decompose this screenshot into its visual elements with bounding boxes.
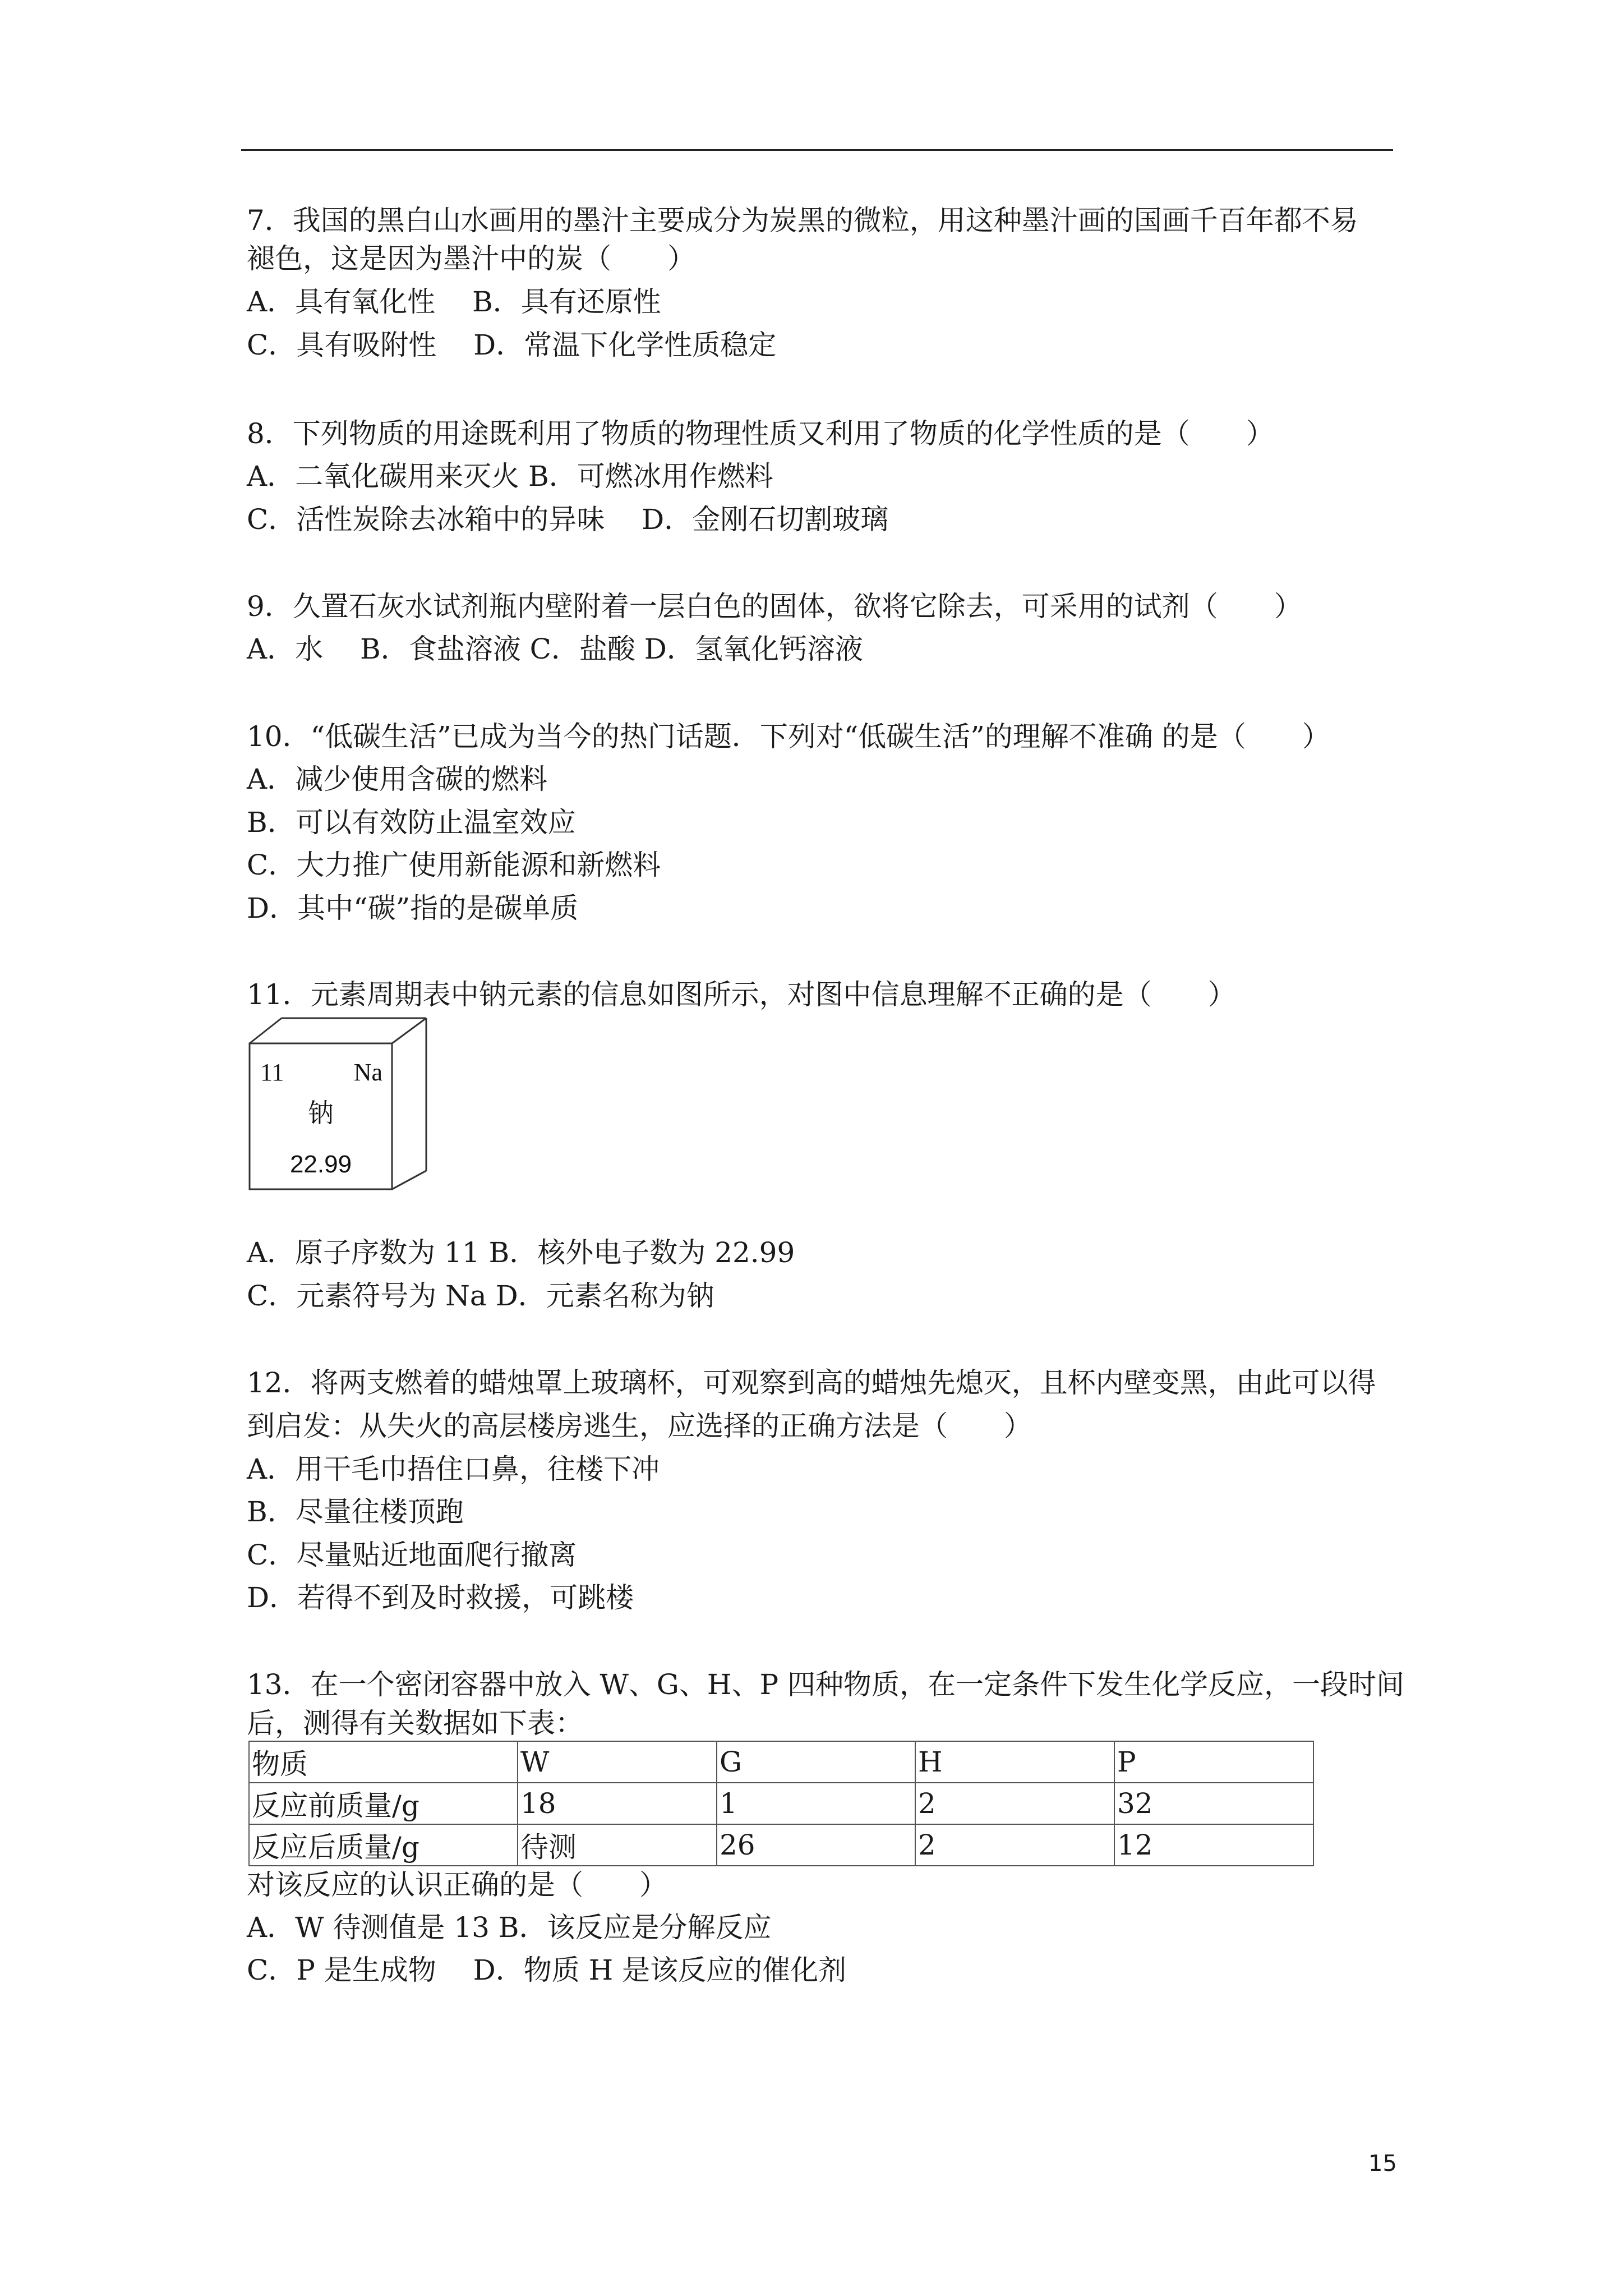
- q12-option-b: B．尽量往楼顶跑: [247, 1496, 464, 1528]
- table-cell: 2: [915, 1783, 1114, 1824]
- q7-options-line2: C．具有吸附性 D．常温下化学性质稳定: [247, 329, 777, 361]
- table-cell: 26: [717, 1824, 915, 1866]
- element-symbol: Na: [353, 1059, 382, 1086]
- mass-data-table: [248, 1741, 1314, 1866]
- table-header-row: [249, 1741, 1313, 1783]
- q7-options-line1: A．具有氧化性 B．具有还原性: [247, 286, 661, 318]
- table-header-cell: G: [717, 1741, 915, 1783]
- table-header-cell: 物质: [249, 1741, 518, 1783]
- q7-stem-line2: 褪色，这是因为墨汁中的炭（ ）: [247, 242, 695, 275]
- q12-option-d: D．若得不到及时救援，可跳楼: [247, 1581, 634, 1614]
- header-rule: [241, 149, 1393, 151]
- table-cell: 32: [1114, 1783, 1313, 1824]
- sodium-element-cell: [248, 1016, 432, 1191]
- table-row: [249, 1783, 1313, 1824]
- q12-stem-line2: 到启发：从失火的高层楼房逃生，应选择的正确方法是（ ）: [247, 1410, 1032, 1442]
- q10-option-b: B．可以有效防止温室效应: [247, 806, 576, 839]
- table-cell: 反应后质量/g: [249, 1824, 518, 1866]
- q13-question: 对该反应的认识正确的是（ ）: [247, 1869, 667, 1901]
- q8-stem: 8．下列物质的用途既利用了物质的物理性质又利用了物质的化学性质的是（ ）: [247, 417, 1274, 450]
- q10-option-a: A．减少使用含碳的燃料: [247, 763, 548, 795]
- table-header-cell: W: [518, 1741, 717, 1783]
- table-header-cell: H: [915, 1741, 1114, 1783]
- table-row: [249, 1824, 1313, 1866]
- q13-stem-line1: 13．在一个密闭容器中放入 W、G、H、P 四种物质，在一定条件下发生化学反应，一段时间: [247, 1668, 1404, 1701]
- q7-stem-line1: 7．我国的黑白山水画用的墨汁主要成分为炭黑的微粒，用这种墨汁画的国画千百年都不易: [247, 204, 1358, 237]
- table-header-cell: P: [1114, 1741, 1313, 1783]
- q9-stem: 9．久置石灰水试剂瓶内壁附着一层白色的固体，欲将它除去，可采用的试剂（ ）: [247, 590, 1302, 623]
- table-cell: 1: [717, 1783, 915, 1824]
- q8-options-line1: A．二氧化碳用来灭火 B．可燃冰用作燃料: [247, 460, 773, 493]
- q9-options: A．水 B．食盐溶液 C．盐酸 D．氢氧化钙溶液: [247, 633, 863, 665]
- element-name: 钠: [308, 1098, 334, 1128]
- table-cell: 18: [518, 1783, 717, 1824]
- table-cell: 2: [915, 1824, 1114, 1866]
- q12-stem-line1: 12．将两支燃着的蜡烛罩上玻璃杯，可观察到高的蜡烛先熄灭，且杯内壁变黑，由此可以得: [247, 1366, 1376, 1399]
- q13-options-line2: C．P 是生成物 D．物质 H 是该反应的催化剂: [247, 1954, 847, 1986]
- q10-option-c: C．大力推广使用新能源和新燃料: [247, 849, 661, 881]
- q11-stem: 11．元素周期表中钠元素的信息如图所示，对图中信息理解不正确的是（ ）: [247, 978, 1236, 1011]
- q12-option-a: A．用干毛巾捂住口鼻，往楼下冲: [247, 1453, 660, 1485]
- element-mass: 22.99: [289, 1151, 352, 1178]
- q11-options-line2: C．元素符号为 Na D．元素名称为钠: [247, 1280, 714, 1312]
- q13-stem-line2: 后，测得有关数据如下表：: [247, 1707, 583, 1740]
- table-cell: 反应前质量/g: [249, 1783, 518, 1824]
- element-number: 11: [260, 1059, 284, 1086]
- q13-options-line1: A．W 待测值是 13 B．该反应是分解反应: [247, 1911, 772, 1944]
- q10-stem: 10．“低碳生活”已成为当今的热门话题．下列对“低碳生活”的理解不准确 的是（ ）: [247, 720, 1330, 753]
- q12-option-c: C．尽量贴近地面爬行撤离: [247, 1539, 577, 1571]
- q11-options-line1: A．原子序数为 11 B．核外电子数为 22.99: [247, 1236, 795, 1269]
- table-cell: 待测: [518, 1824, 717, 1866]
- page-number: 15: [1368, 2151, 1397, 2177]
- q10-option-d: D．其中“碳”指的是碳单质: [247, 892, 579, 924]
- q8-options-line2: C．活性炭除去冰箱中的异味 D．金刚石切割玻璃: [247, 503, 889, 536]
- table-cell: 12: [1114, 1824, 1313, 1866]
